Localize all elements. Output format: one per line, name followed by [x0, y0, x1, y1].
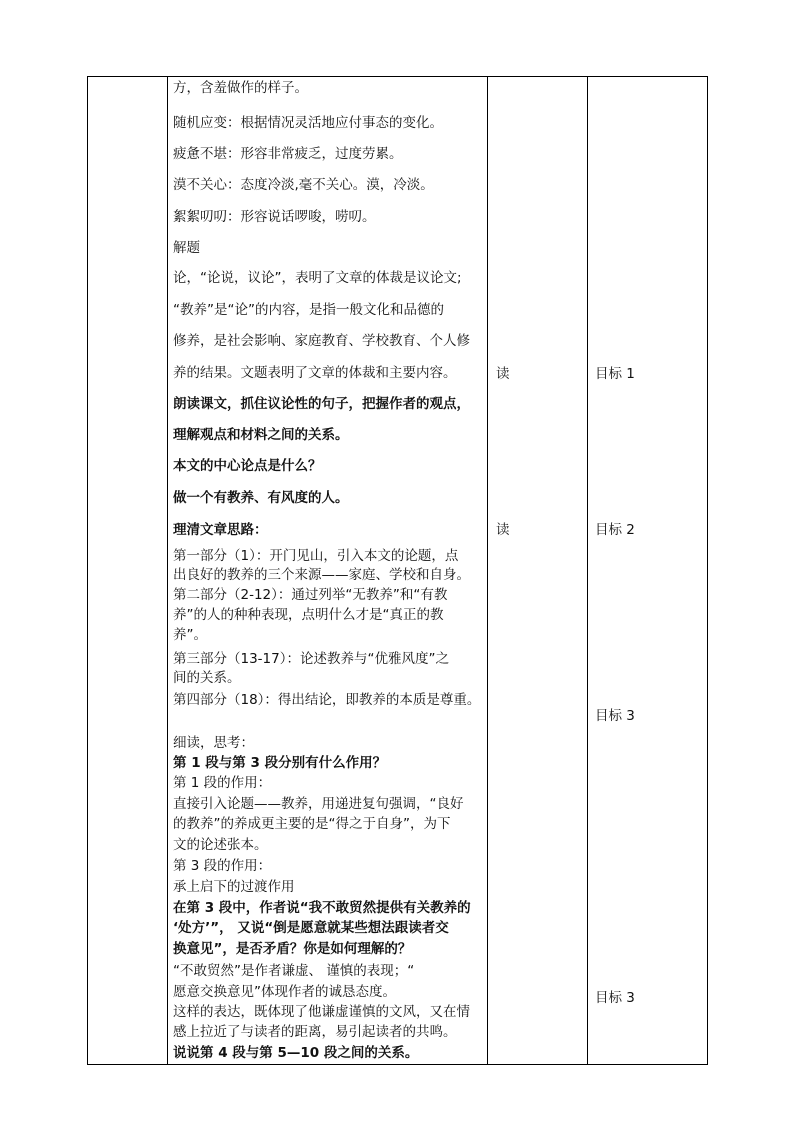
content-line: 换意见”，是否矛盾？你是如何理解的？	[173, 941, 412, 957]
content-line: 论，“论说，议论”，表明了文章的体裁是议论文;	[173, 270, 462, 286]
content-line: 第 1 段与第 3 段分别有什么作用？	[173, 755, 387, 771]
content-line: 解题	[173, 240, 200, 256]
table-top-border	[87, 76, 708, 77]
content-line: “教养”是“论”的内容，是指一般文化和品德的	[173, 302, 444, 318]
content-line: 漠不关心：态度冷淡,毫不关心。漠，冷淡。	[173, 177, 434, 193]
content-line: 随机应变：根据情况灵活地应付事态的变化。	[173, 115, 443, 131]
goal-cell-text: 目标 3	[595, 708, 635, 724]
content-line: 第 1 段的作用：	[173, 775, 272, 791]
content-line: 第一部分（1）：开门见山，引入本文的论题，点	[173, 548, 459, 564]
content-line: 承上启下的过渡作用	[173, 879, 295, 895]
content-line: 朗读课文，抓住议论性的句子，把握作者的观点，	[173, 396, 470, 412]
content-line: 愿意交换意见”体现作者的诚恳态度。	[173, 984, 396, 1000]
content-line: 第二部分（2-12）：通过列举“无教养”和“有教	[173, 587, 448, 603]
content-line: 做一个有教养、有风度的人。	[173, 490, 349, 506]
content-line: 养的结果。文题表明了文章的体裁和主要内容。	[173, 365, 457, 381]
content-line: 第四部分（18）：得出结论，即教养的本质是尊重。	[173, 692, 481, 708]
content-line: 细读，思考：	[173, 735, 254, 751]
content-line: 疲惫不堪：形容非常疲乏，过度劳累。	[173, 146, 403, 162]
content-line: 第 3 段的作用：	[173, 858, 272, 874]
content-line: 养”。	[173, 627, 207, 643]
content-line: 修养，是社会影响、家庭教育、学校教育、个人修	[173, 333, 470, 349]
goal-cell-text: 目标 3	[595, 990, 635, 1006]
content-line: 这样的表达，既体现了他谦虚谨慎的文风，又在情	[173, 1004, 470, 1020]
column-divider-1	[167, 76, 168, 1065]
table-right-border	[707, 76, 708, 1065]
content-line: “不敢贸然”是作者谦虚、 谨慎的表现；“	[173, 963, 415, 979]
content-line: 说说第 4 段与第 5—10 段之间的关系。	[173, 1045, 419, 1061]
content-line: 间的关系。	[173, 670, 241, 686]
content-line: 理解观点和材料之间的关系。	[173, 427, 349, 443]
content-line: 文的论述张本。	[173, 837, 268, 853]
content-line: ‘处方’”， 又说“倒是愿意就某些想法跟读者交	[173, 920, 449, 936]
content-line: 理清文章思路：	[173, 522, 268, 538]
content-line: 出良好的教养的三个来源——家庭、学校和自身。	[173, 567, 470, 583]
column-divider-3	[587, 76, 588, 1065]
content-line: 本文的中心论点是什么？	[173, 458, 322, 474]
content-line: 养”的人的种种表现，点明什么才是“真正的教	[173, 607, 444, 623]
content-line: 方，含羞做作的样子。	[173, 80, 308, 96]
column-divider-2	[487, 76, 488, 1065]
content-line: 第三部分（13-17）：论述教养与“优雅风度”之	[173, 651, 449, 667]
goal-cell-text: 目标 2	[595, 522, 635, 538]
activity-cell-text: 读	[496, 522, 510, 538]
table-bottom-border	[87, 1064, 708, 1065]
content-line: 感上拉近了与读者的距离，易引起读者的共鸣。	[173, 1024, 457, 1040]
content-line: 的教养”的养成更主要的是“得之于自身”，为下	[173, 816, 451, 832]
goal-cell-text: 目标 1	[595, 366, 635, 382]
content-line: 直接引入论题——教养，用递进复句强调，“良好	[173, 796, 464, 812]
table-left-border	[87, 76, 88, 1065]
content-line: 絮絮叨叨：形容说话啰唆，唠叨。	[173, 209, 376, 225]
activity-cell-text: 读	[496, 366, 510, 382]
content-line: 在第 3 段中，作者说“我不敢贸然提供有关教养的	[173, 900, 471, 916]
